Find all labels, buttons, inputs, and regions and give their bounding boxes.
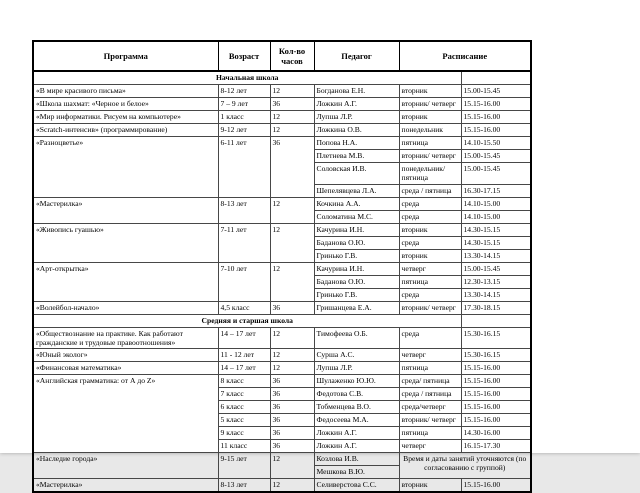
time-cell: 15.30-16.15 <box>461 327 531 348</box>
time-cell: 15.15-16.00 <box>461 124 531 137</box>
col-header-hours: Кол-во часов <box>270 41 314 71</box>
age-cell: 11 - 12 лет <box>218 348 270 361</box>
time-cell: 15.15-16.00 <box>461 387 531 400</box>
day-cell: вторник <box>399 478 461 492</box>
hours-cell: 12 <box>270 124 314 137</box>
day-cell: вторник <box>399 249 461 262</box>
age-cell: 7-11 лет <box>218 223 270 262</box>
hours-cell: 12 <box>270 262 314 301</box>
teacher-cell: Баданова О.Ю. <box>314 236 399 249</box>
teacher-cell: Ложкин А.Г. <box>314 426 399 439</box>
teacher-cell: Козлова И.В. <box>314 452 399 465</box>
teacher-cell: Качурина И.Н. <box>314 262 399 275</box>
program-cell: «Мир информатики. Рисуем на компьютере» <box>33 111 218 124</box>
section-empty-cell <box>461 71 531 85</box>
table-row <box>33 98 531 111</box>
time-cell: 15.00-15.45 <box>461 150 531 163</box>
age-cell: 8-13 лет <box>218 197 270 223</box>
teacher-cell: Селиверстова С.С. <box>314 478 399 492</box>
day-cell: среда <box>399 197 461 210</box>
hours-cell: 36 <box>270 426 314 439</box>
time-cell: 15.00-15.45 <box>461 163 531 184</box>
day-cell: пятница <box>399 426 461 439</box>
age-cell: 8-12 лет <box>218 85 270 98</box>
day-cell: четверг <box>399 262 461 275</box>
time-cell: 16.15-17.30 <box>461 439 531 452</box>
day-cell: понедельник <box>399 124 461 137</box>
program-cell: «Разноцветье» <box>33 137 218 197</box>
table-row <box>33 327 531 348</box>
time-cell: 15.15-16.00 <box>461 400 531 413</box>
time-cell: 15.15-16.00 <box>461 413 531 426</box>
day-cell: пятница <box>399 137 461 150</box>
day-cell: вторник/ четверг <box>399 413 461 426</box>
col-header-program: Программа <box>33 41 218 71</box>
time-cell: 14.10-15.00 <box>461 197 531 210</box>
table-row <box>33 85 531 98</box>
age-cell: 7-10 лет <box>218 262 270 301</box>
day-cell: вторник/ четверг <box>399 301 461 314</box>
age-cell: 9-15 лет <box>218 452 270 478</box>
time-cell: 15.15-16.00 <box>461 361 531 374</box>
table-row <box>33 361 531 374</box>
day-cell: вторник/ четверг <box>399 98 461 111</box>
teacher-cell: Соломатина М.С. <box>314 210 399 223</box>
day-cell: понедельник/ пятница <box>399 163 461 184</box>
time-cell: 15.15-16.00 <box>461 374 531 387</box>
day-cell: среда / пятница <box>399 387 461 400</box>
teacher-cell: Попова Н.А. <box>314 137 399 150</box>
teacher-cell: Тобменцева В.О. <box>314 400 399 413</box>
teacher-cell: Федосеева М.А. <box>314 413 399 426</box>
hours-cell: 12 <box>270 223 314 262</box>
hours-cell: 36 <box>270 301 314 314</box>
day-cell: четверг <box>399 348 461 361</box>
section-title: Средняя и старшая школа <box>33 314 461 327</box>
time-cell: 15.00-15.45 <box>461 262 531 275</box>
header-row <box>33 41 531 71</box>
day-cell: четверг <box>399 439 461 452</box>
age-cell: 14 – 17 лет <box>218 361 270 374</box>
teacher-cell: Мешкова В.Ю. <box>314 465 399 478</box>
hours-cell: 36 <box>270 413 314 426</box>
table-row <box>33 223 531 236</box>
day-cell: вторник <box>399 111 461 124</box>
teacher-cell: Гришанцева Е.А. <box>314 301 399 314</box>
teacher-cell: Ложкин А.Г. <box>314 439 399 452</box>
age-cell: 6 класс <box>218 400 270 413</box>
day-cell: вторник/ четверг <box>399 150 461 163</box>
time-cell: 15.15-16.00 <box>461 98 531 111</box>
program-cell: «Юный эколог» <box>33 348 218 361</box>
age-cell: 4,5 класс <box>218 301 270 314</box>
time-cell: 14.30-15.15 <box>461 223 531 236</box>
section-title: Начальная школа <box>33 71 461 85</box>
section-empty-cell <box>461 314 531 327</box>
table-row <box>33 197 531 210</box>
table-row <box>33 124 531 137</box>
program-cell: «Школа шахмат: «Черное и белое» <box>33 98 218 111</box>
teacher-cell: Гринько Г.В. <box>314 249 399 262</box>
day-cell: среда / пятница <box>399 184 461 197</box>
table-row <box>33 452 531 465</box>
section-header-row <box>33 71 531 85</box>
table-row <box>33 374 531 387</box>
program-cell: «Наследие города» <box>33 452 218 478</box>
teacher-cell: Плетнева М.В. <box>314 150 399 163</box>
program-cell: «Английская грамматика: от А до Z» <box>33 374 218 452</box>
age-cell: 7 класс <box>218 387 270 400</box>
program-cell: «Волейбол-начало» <box>33 301 218 314</box>
program-cell: «Финансовая математика» <box>33 361 218 374</box>
program-cell: «Мастерилка» <box>33 197 218 223</box>
time-cell: 13.30-14.15 <box>461 249 531 262</box>
hours-cell: 12 <box>270 452 314 478</box>
program-cell: «Scratch-интенсив» (программирование) <box>33 124 218 137</box>
teacher-cell: Соловская И.В. <box>314 163 399 184</box>
table-row <box>33 301 531 314</box>
table-row <box>33 348 531 361</box>
day-cell: среда/четверг <box>399 400 461 413</box>
time-cell: 14.10-15.00 <box>461 210 531 223</box>
hours-cell: 12 <box>270 111 314 124</box>
day-cell: вторник <box>399 223 461 236</box>
teacher-cell: Лупша Л.Р. <box>314 361 399 374</box>
table-row <box>33 262 531 275</box>
day-cell: среда/ пятница <box>399 374 461 387</box>
time-cell: 15.15-16.00 <box>461 478 531 492</box>
day-cell: вторник <box>399 85 461 98</box>
time-cell: 15.15-16.00 <box>461 111 531 124</box>
age-cell: 7 – 9 лет <box>218 98 270 111</box>
teacher-cell: Кочкина А.А. <box>314 197 399 210</box>
time-cell: 15.30-16.15 <box>461 348 531 361</box>
schedule-note-cell: Время и даты занятий уточняются (по согласованию с группой) <box>399 452 531 478</box>
time-cell: 15.00-15.45 <box>461 85 531 98</box>
age-cell: 9-12 лет <box>218 124 270 137</box>
hours-cell: 36 <box>270 374 314 387</box>
table-row <box>33 137 531 150</box>
teacher-cell: Качурина И.Н. <box>314 223 399 236</box>
day-cell: среда <box>399 288 461 301</box>
day-cell: среда <box>399 236 461 249</box>
schedule-table <box>32 40 532 493</box>
time-cell: 17.30-18.15 <box>461 301 531 314</box>
hours-cell: 12 <box>270 327 314 348</box>
day-cell: пятница <box>399 275 461 288</box>
teacher-cell: Федотова С.В. <box>314 387 399 400</box>
teacher-cell: Гринько Г.В. <box>314 288 399 301</box>
col-header-age: Возраст <box>218 41 270 71</box>
table-row <box>33 478 531 492</box>
teacher-cell: Богданова Е.Н. <box>314 85 399 98</box>
table-row <box>33 111 531 124</box>
teacher-cell: Шепелявцева Л.А. <box>314 184 399 197</box>
time-cell: 16.30-17.15 <box>461 184 531 197</box>
age-cell: 6-11 лет <box>218 137 270 197</box>
teacher-cell: Лупша Л.Р. <box>314 111 399 124</box>
age-cell: 9 класс <box>218 426 270 439</box>
age-cell: 11 класс <box>218 439 270 452</box>
day-cell: среда <box>399 327 461 348</box>
hours-cell: 12 <box>270 361 314 374</box>
hours-cell: 36 <box>270 387 314 400</box>
section-header-row <box>33 314 531 327</box>
hours-cell: 12 <box>270 85 314 98</box>
program-cell: «Живопись гуашью» <box>33 223 218 262</box>
teacher-cell: Ложкина О.В. <box>314 124 399 137</box>
hours-cell: 12 <box>270 348 314 361</box>
teacher-cell: Шулаженко Ю.Ю. <box>314 374 399 387</box>
age-cell: 8 класс <box>218 374 270 387</box>
program-cell: «Арт-открытка» <box>33 262 218 301</box>
schedule-table-body <box>33 71 531 491</box>
time-cell: 14.30-16.00 <box>461 426 531 439</box>
hours-cell: 36 <box>270 439 314 452</box>
time-cell: 14.30-15.15 <box>461 236 531 249</box>
age-cell: 8-13 лет <box>218 478 270 492</box>
hours-cell: 36 <box>270 137 314 197</box>
age-cell: 14 – 17 лет <box>218 327 270 348</box>
hours-cell: 36 <box>270 400 314 413</box>
day-cell: пятница <box>399 361 461 374</box>
teacher-cell: Ложкин А.Г. <box>314 98 399 111</box>
hours-cell: 12 <box>270 478 314 492</box>
hours-cell: 12 <box>270 197 314 223</box>
age-cell: 5 класс <box>218 413 270 426</box>
day-cell: среда <box>399 210 461 223</box>
program-cell: «Мастерилка» <box>33 478 218 492</box>
time-cell: 14.10-15.50 <box>461 137 531 150</box>
program-cell: «Обществознание на практике. Как работают гражданские и трудовые правоотношения» <box>33 327 218 348</box>
program-cell: «В мире красивого письма» <box>33 85 218 98</box>
col-header-teacher: Педагог <box>314 41 399 71</box>
time-cell: 12.30-13.15 <box>461 275 531 288</box>
teacher-cell: Баданова О.Ю. <box>314 275 399 288</box>
teacher-cell: Тимофеева О.Б. <box>314 327 399 348</box>
hours-cell: 36 <box>270 98 314 111</box>
teacher-cell: Сурша А.С. <box>314 348 399 361</box>
col-header-schedule: Расписание <box>399 41 531 71</box>
time-cell: 13.30-14.15 <box>461 288 531 301</box>
age-cell: 1 класс <box>218 111 270 124</box>
